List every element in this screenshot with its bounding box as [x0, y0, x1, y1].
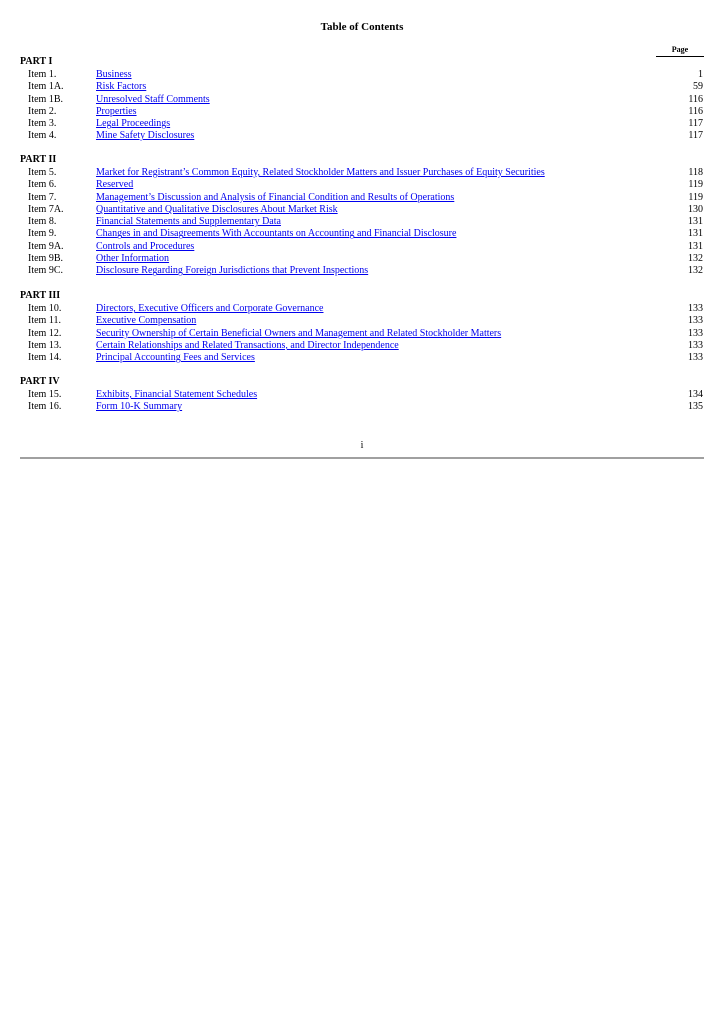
item-number: Item 6. — [28, 179, 57, 191]
item-number: Item 1B. — [28, 93, 63, 105]
part-heading: PART II — [20, 154, 57, 165]
item-page-number: 132 — [688, 265, 703, 277]
item-page-number: 116 — [688, 105, 703, 117]
item-number: Item 12. — [28, 327, 62, 339]
item-link[interactable]: Reserved — [96, 179, 134, 191]
item-link[interactable]: Financial Statements and Supplementary Data — [96, 216, 281, 228]
item-page-number: 133 — [688, 315, 703, 327]
toc-row — [20, 204, 704, 216]
item-page-number: 130 — [688, 203, 703, 215]
item-link[interactable]: Legal Proceedings — [96, 118, 171, 130]
part-heading: PART I — [20, 56, 53, 67]
item-link[interactable]: Principal Accounting Fees and Services — [96, 352, 255, 364]
page-column-header: Page — [656, 45, 704, 57]
item-number: Item 10. — [28, 303, 62, 314]
item-number: Item 1A. — [28, 81, 64, 93]
item-page-number: 131 — [688, 240, 703, 252]
item-number: Item 14. — [28, 352, 62, 364]
item-page-number: 59 — [693, 81, 703, 93]
item-page-number: 132 — [688, 253, 703, 265]
part-heading: PART IV — [20, 376, 60, 387]
page-divider — [20, 457, 704, 459]
toc-row — [20, 130, 704, 142]
item-page-number: 117 — [688, 130, 703, 142]
toc-row — [20, 328, 704, 340]
item-link[interactable]: Risk Factors — [96, 81, 147, 93]
toc-row — [20, 265, 704, 277]
item-page-number: 133 — [688, 303, 703, 314]
item-page-number: 135 — [688, 401, 703, 413]
item-number: Item 2. — [28, 105, 57, 117]
item-link[interactable]: Form 10-K Summary — [96, 401, 183, 413]
item-link[interactable]: Directors, Executive Officers and Corporate Governance — [96, 303, 324, 314]
item-page-number: 117 — [688, 118, 703, 130]
toc-row — [20, 106, 704, 118]
item-number: Item 15. — [28, 389, 62, 400]
item-number: Item 7. — [28, 191, 57, 203]
item-number: Item 1. — [28, 69, 57, 80]
part-section — [20, 376, 704, 414]
toc-row — [20, 81, 704, 93]
item-number: Item 7A. — [28, 203, 64, 215]
item-link[interactable]: Certain Relationships and Related Transactions, and Director Independence — [96, 339, 399, 351]
item-number: Item 3. — [28, 118, 57, 130]
item-number: Item 9. — [28, 228, 57, 240]
toc-row — [20, 228, 704, 240]
item-page-number: 1 — [698, 69, 703, 80]
toc-row — [20, 241, 704, 253]
item-number: Item 9B. — [28, 253, 63, 265]
item-link[interactable]: Executive Compensation — [96, 315, 197, 327]
item-link[interactable]: Other Information — [96, 253, 170, 265]
toc-title: Table of Contents — [320, 21, 404, 33]
item-number: Item 13. — [28, 339, 62, 351]
item-link[interactable]: Disclosure Regarding Foreign Jurisdictions that Prevent Inspections — [96, 265, 369, 277]
toc-row — [20, 253, 704, 265]
item-link[interactable]: Security Ownership of Certain Beneficial Owners and Management and Related Stockholder Matters — [96, 327, 502, 339]
toc-row — [20, 167, 704, 179]
toc-row — [20, 303, 704, 315]
item-page-number: 119 — [688, 179, 703, 191]
item-link[interactable]: Properties — [96, 105, 137, 117]
item-page-number: 133 — [688, 352, 703, 364]
item-page-number: 118 — [688, 167, 703, 178]
item-page-number: 131 — [688, 216, 703, 228]
item-number: Item 9C. — [28, 265, 63, 277]
toc-row — [20, 315, 704, 327]
part-section — [20, 56, 704, 143]
toc-row — [20, 401, 704, 413]
item-page-number: 119 — [688, 191, 703, 203]
footer-page-number: i — [360, 440, 364, 451]
item-page-number: 133 — [688, 339, 703, 351]
item-number: Item 8. — [28, 216, 57, 228]
item-link[interactable]: Controls and Procedures — [96, 240, 195, 252]
item-link[interactable]: Unresolved Staff Comments — [96, 93, 210, 105]
item-number: Item 5. — [28, 167, 57, 178]
item-number: Item 4. — [28, 130, 57, 142]
item-number: Item 11. — [28, 315, 61, 327]
toc-row — [20, 340, 704, 352]
item-link[interactable]: Business — [96, 69, 132, 80]
item-page-number: 134 — [688, 389, 703, 400]
item-link[interactable]: Exhibits, Financial Statement Schedules — [96, 389, 258, 400]
toc-row — [20, 94, 704, 106]
toc-row — [20, 118, 704, 130]
item-link[interactable]: Market for Registrant’s Common Equity, Related Stockholder Matters and Issuer Purchases of Equity Securities — [96, 167, 545, 178]
item-link[interactable]: Mine Safety Disclosures — [96, 130, 195, 142]
item-link[interactable]: Quantitative and Qualitative Disclosures About Market Risk — [96, 203, 338, 215]
part-section — [20, 154, 704, 278]
part-heading: PART III — [20, 290, 61, 301]
item-page-number: 131 — [688, 228, 703, 240]
item-page-number: 133 — [688, 327, 703, 339]
toc-row — [20, 69, 704, 81]
toc-row — [20, 389, 704, 401]
part-section — [20, 290, 704, 364]
item-link[interactable]: Changes in and Disagreements With Accountants on Accounting and Financial Disclosure — [96, 228, 457, 240]
item-link[interactable]: Management’s Discussion and Analysis of Financial Condition and Results of Operations — [96, 191, 455, 203]
item-page-number: 116 — [688, 93, 703, 105]
toc-row — [20, 192, 704, 204]
toc-row — [20, 352, 704, 364]
toc-row — [20, 179, 704, 191]
item-number: Item 16. — [28, 401, 62, 413]
toc-row — [20, 216, 704, 228]
item-number: Item 9A. — [28, 240, 64, 252]
